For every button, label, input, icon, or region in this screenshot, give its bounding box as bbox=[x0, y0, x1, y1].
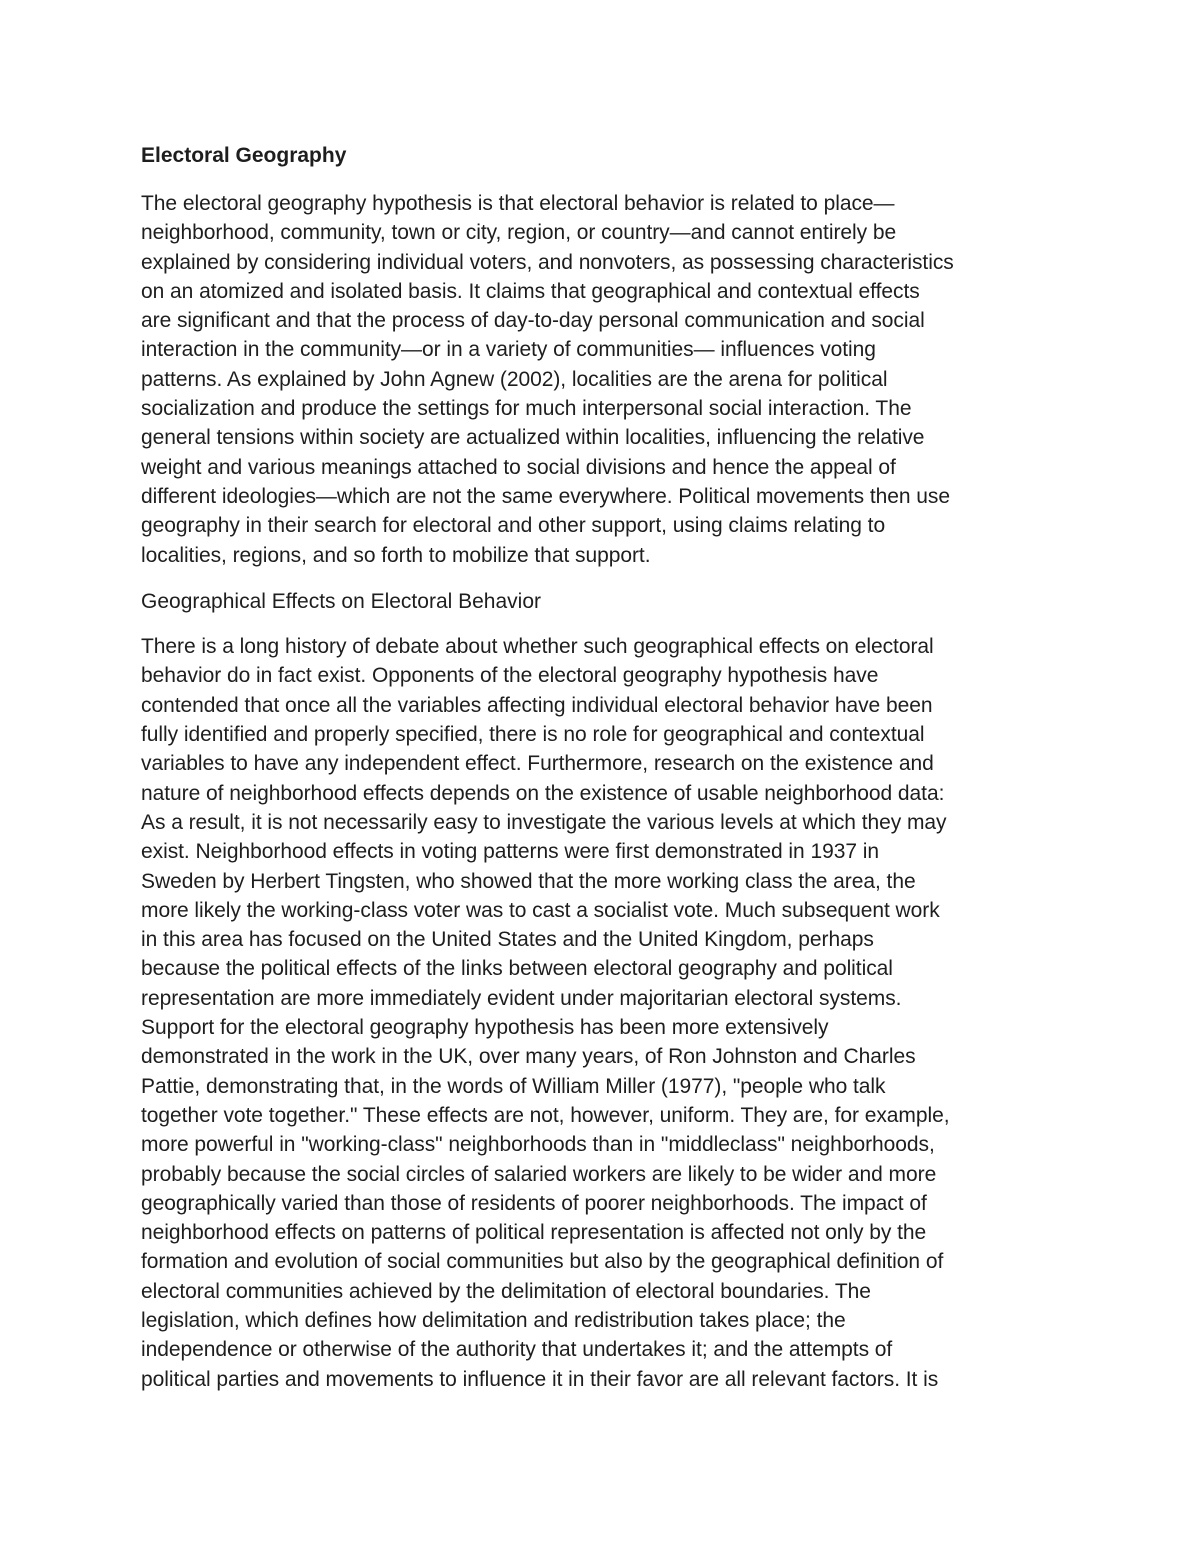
text-line: socialization and produce the settings for much interpersonal social interaction. The bbox=[141, 397, 912, 421]
text-line: neighborhood, community, town or city, region, or country—and cannot entirely be bbox=[141, 221, 897, 245]
text-line: more likely the working-class voter was to cast a socialist vote. Much subsequent work bbox=[141, 898, 940, 922]
text-line: because the political effects of the links between electoral geography and political bbox=[141, 957, 893, 981]
text-line: explained by considering individual voters, and nonvoters, as possessing characteristics bbox=[141, 250, 954, 274]
text-line: exist. Neighborhood effects in voting patterns were first demonstrated in 1937 in bbox=[141, 840, 879, 864]
text-line: electoral communities achieved by the delimitation of electoral boundaries. The bbox=[141, 1279, 871, 1303]
text-line: The electoral geography hypothesis is that electoral behavior is related to place— bbox=[141, 192, 895, 215]
text-line: nature of neighborhood effects depends on the existence of usable neighborhood data: bbox=[141, 781, 945, 805]
text-line: geography in their search for electoral and other support, using claims relating to bbox=[141, 514, 886, 538]
text-line: legislation, which defines how delimitation and redistribution takes place; the bbox=[141, 1308, 846, 1332]
text-line: variables to have any independent effect. Furthermore, research on the existence and bbox=[141, 752, 934, 776]
text-line: Sweden by Herbert Tingsten, who showed that the more working class the area, the bbox=[141, 869, 916, 893]
document-title: Electoral Geography bbox=[141, 144, 347, 167]
text-line: different ideologies—which are not the same everywhere. Political movements then use bbox=[141, 484, 951, 508]
text-line: contended that once all the variables affecting individual electoral behavior have been bbox=[141, 693, 933, 717]
paragraph-geographical-effects bbox=[141, 632, 1066, 1394]
text-line: Pattie, demonstrating that, in the words of William Miller (1977), "people who talk bbox=[141, 1074, 886, 1098]
text-line: demonstrated in the work in the UK, over many years, of Ron Johnston and Charles bbox=[141, 1045, 916, 1069]
text-line: general tensions within society are actualized within localities, influencing the relative bbox=[141, 426, 925, 450]
text-line: neighborhood effects on patterns of political representation is affected not only by the bbox=[141, 1221, 927, 1245]
text-line: together vote together." These effects are not, however, uniform. They are, for example, bbox=[141, 1103, 950, 1127]
section-subheading: Geographical Effects on Electoral Behavior bbox=[141, 589, 542, 613]
text-line: are significant and that the process of day-to-day personal communication and social bbox=[141, 309, 925, 333]
text-line: representation are more immediately evident under majoritarian electoral systems. bbox=[141, 986, 902, 1010]
text-line: in this area has focused on the United States and the United Kingdom, perhaps bbox=[141, 928, 874, 952]
text-line: independence or otherwise of the authority that undertakes it; and the attempts of bbox=[141, 1338, 893, 1362]
text-line: geographically varied than those of residents of poorer neighborhoods. The impact of bbox=[141, 1191, 927, 1215]
text-line: behavior do in fact exist. Opponents of the electoral geography hypothesis have bbox=[141, 664, 879, 688]
text-line: patterns. As explained by John Agnew (2002), localities are the arena for political bbox=[141, 367, 888, 391]
document-body bbox=[141, 141, 1066, 1394]
text-line: on an atomized and isolated basis. It claims that geographical and contextual effects bbox=[141, 279, 920, 303]
text-line: interaction in the community—or in a variety of communities— influences voting bbox=[141, 338, 876, 362]
text-line: localities, regions, and so forth to mobilize that support. bbox=[141, 543, 651, 567]
text-line: political parties and movements to influence it in their favor are all relevant factors. It is bbox=[141, 1367, 939, 1391]
paragraph-electoral-geography-hypothesis bbox=[141, 189, 1066, 570]
text-line: more powerful in "working-class" neighborhoods than in "middleclass" neighborhoods, bbox=[141, 1133, 935, 1157]
text-line: probably because the social circles of salaried workers are likely to be wider and more bbox=[141, 1162, 937, 1186]
text-line: There is a long history of debate about whether such geographical effects on electoral bbox=[141, 635, 934, 659]
text-line: As a result, it is not necessarily easy to investigate the various levels at which they may bbox=[141, 810, 947, 834]
text-line: weight and various meanings attached to social divisions and hence the appeal of bbox=[141, 455, 896, 479]
text-line: fully identified and properly specified, there is no role for geographical and contextual bbox=[141, 723, 925, 747]
text-line: formation and evolution of social communities but also by the geographical definition of bbox=[141, 1250, 944, 1274]
text-line: Support for the electoral geography hypothesis has been more extensively bbox=[141, 1016, 829, 1040]
